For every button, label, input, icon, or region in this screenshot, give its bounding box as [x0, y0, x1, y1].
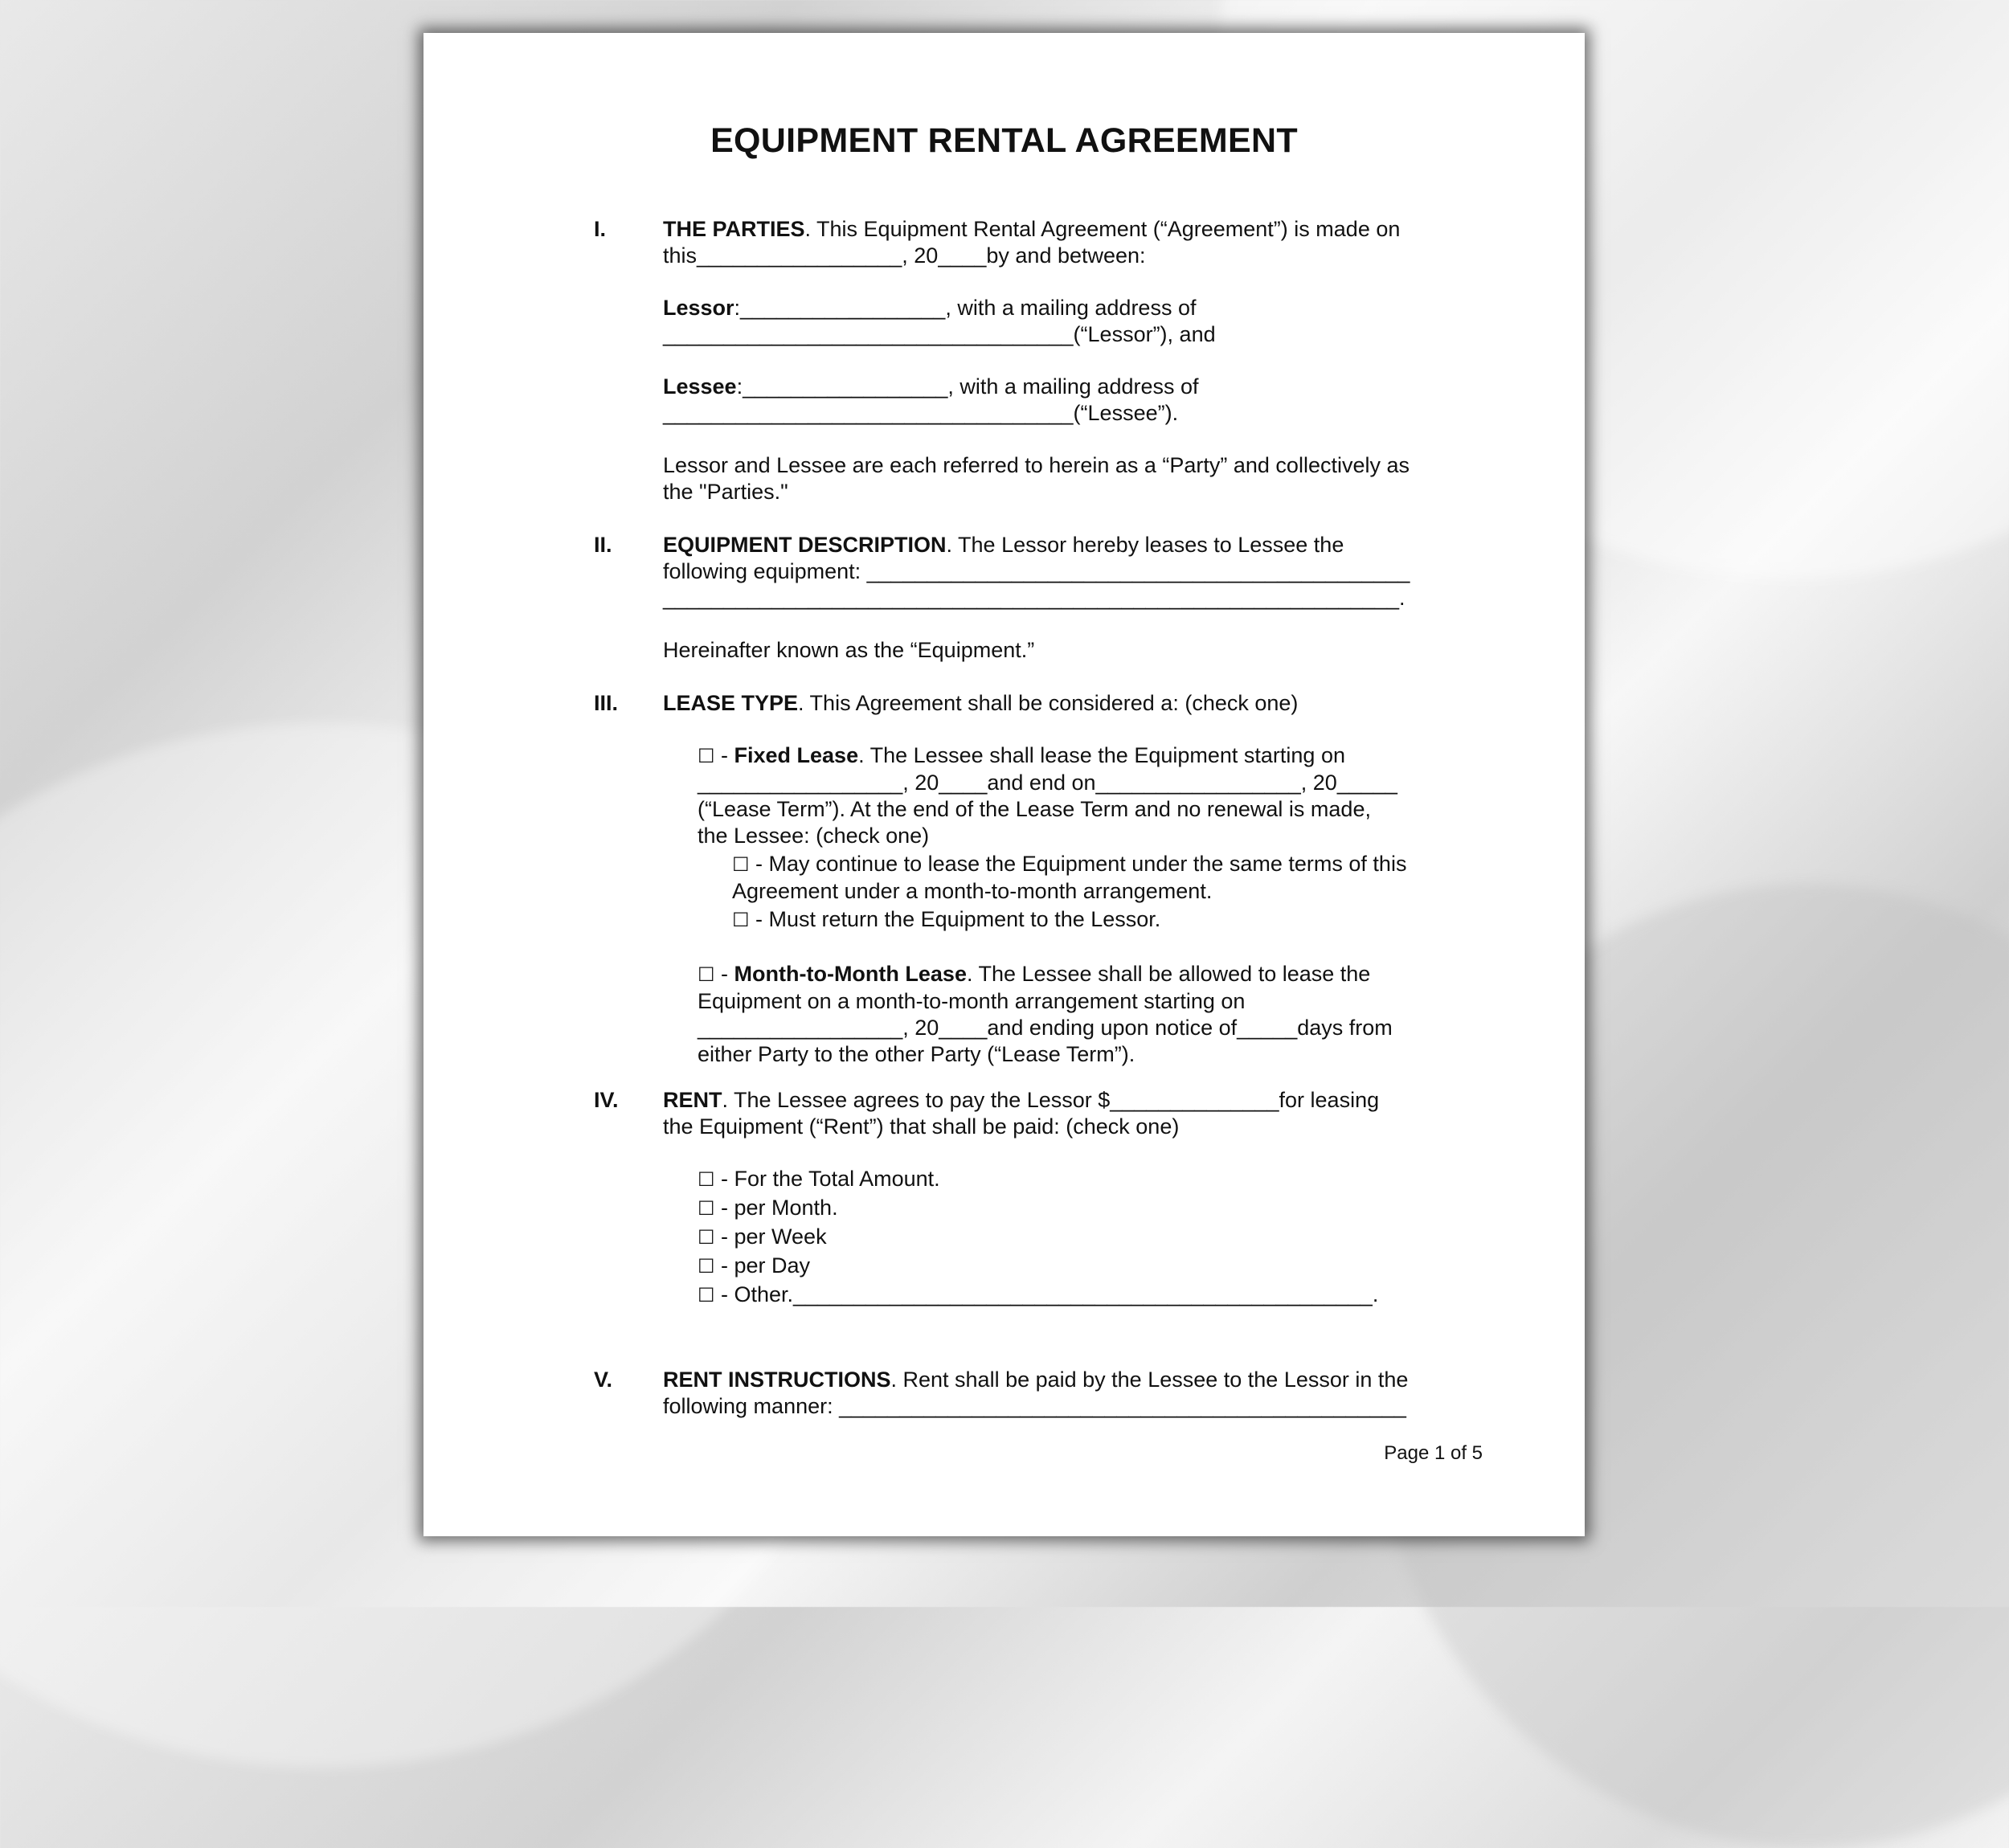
text: following manner: _______________________________________________ [663, 1394, 1406, 1418]
text: :_________________, with a mailing address of [736, 374, 1199, 399]
continue-lease-checkbox[interactable]: ☐ [732, 853, 750, 876]
text: - per Day [714, 1253, 811, 1278]
paragraph [663, 216, 1459, 243]
section-heading: RENT [663, 1088, 722, 1112]
text: . This Agreement shall be considered a: (check one) [798, 691, 1299, 715]
text: - Must return the Equipment to the Lessor. [749, 907, 1161, 931]
rent-option-week [663, 1224, 1459, 1251]
month-to-month-checkbox[interactable]: ☐ [698, 963, 715, 986]
text: following equipment: _____________________________________________ [663, 559, 1410, 583]
section-number: I. [594, 217, 607, 241]
rent-month-checkbox[interactable]: ☐ [698, 1197, 715, 1220]
rent-total-checkbox[interactable]: ☐ [698, 1168, 715, 1191]
text: - May continue to lease the Equipment under the same terms of this [749, 852, 1407, 876]
return-equipment-checkbox[interactable]: ☐ [732, 909, 750, 931]
paragraph [663, 1087, 1459, 1114]
document-title: EQUIPMENT RENTAL AGREEMENT [710, 121, 1298, 160]
text: _________________, 20____and end on_________________, 20_____ [698, 771, 1397, 795]
lessee-line [663, 374, 1459, 400]
renewal-option-return [663, 906, 1459, 934]
text: either Party to the other Party (“Lease Term”). [698, 1042, 1135, 1066]
text: _________________, 20____and ending upon notice of_____days from [698, 1016, 1393, 1040]
text: this_________________, 20____by and between: [663, 243, 1146, 268]
text: __________________________________(“Lessee”). [663, 401, 1179, 425]
text: - [714, 962, 734, 986]
text: the "Parties." [663, 480, 788, 504]
rent-option-total [663, 1166, 1459, 1193]
section-number: V. [594, 1368, 613, 1392]
text: . This Equipment Rental Agreement (“Agreement”) is made on [804, 217, 1401, 241]
text: . The Lessee agrees to pay the Lessor $______________for leasing [722, 1088, 1380, 1112]
text: Agreement under a month-to-month arrangement. [732, 879, 1213, 903]
rent-week-checkbox[interactable]: ☐ [698, 1226, 715, 1249]
text: . Rent shall be paid by the Lessee to the Lessor in the [890, 1368, 1409, 1392]
text: Hereinafter known as the “Equipment.” [663, 638, 1035, 662]
text: - Other.________________________________________________. [714, 1282, 1379, 1306]
lessee-label: Lessee [663, 374, 737, 399]
section-heading: EQUIPMENT DESCRIPTION [663, 533, 947, 557]
text: . The Lessee shall be allowed to lease the [966, 962, 1371, 986]
rent-day-checkbox[interactable]: ☐ [698, 1255, 715, 1278]
text: (“Lease Term”). At the end of the Lease Term and no renewal is made, [698, 797, 1371, 821]
rent-other-checkbox[interactable]: ☐ [698, 1284, 715, 1306]
text: - per Month. [714, 1196, 838, 1220]
rent-option-day [663, 1253, 1459, 1280]
text: - For the Total Amount. [714, 1167, 940, 1191]
rent-option-other [663, 1282, 1459, 1309]
text: - [714, 743, 734, 767]
month-to-month-option [663, 961, 1459, 988]
section-number: III. [594, 691, 619, 715]
rent-option-month [663, 1195, 1459, 1222]
fixed-lease-option [663, 742, 1459, 770]
lessor-line [663, 295, 1459, 321]
section-number: II. [594, 533, 612, 557]
fixed-lease-checkbox[interactable]: ☐ [698, 745, 715, 767]
text: . The Lessee shall lease the Equipment starting on [858, 743, 1345, 767]
section-heading: LEASE TYPE [663, 691, 799, 715]
text: :_________________, with a mailing address of [734, 296, 1197, 320]
document-page [423, 33, 1585, 1536]
month-to-month-label: Month-to-Month Lease [734, 962, 967, 986]
text: _____________________________________________________________. [663, 586, 1405, 610]
section-heading: THE PARTIES [663, 217, 805, 241]
text: __________________________________(“Lessor”), and [663, 322, 1216, 346]
text: the Equipment (“Rent”) that shall be paid: (check one) [663, 1114, 1180, 1139]
text: . The Lessor hereby leases to Lessee the [946, 533, 1344, 557]
text: the Lessee: (check one) [698, 824, 930, 848]
text: Lessor and Lessee are each referred to herein as a “Party” and collectively as [663, 453, 1410, 477]
paragraph [663, 532, 1459, 558]
section-number: IV. [594, 1088, 619, 1112]
fixed-lease-label: Fixed Lease [734, 743, 859, 767]
lessor-label: Lessor [663, 296, 734, 320]
page-number: Page 1 of 5 [1384, 1442, 1483, 1464]
paragraph [663, 690, 1459, 717]
paragraph [663, 1367, 1459, 1393]
text: Equipment on a month-to-month arrangement starting on [698, 989, 1246, 1013]
text: - per Week [714, 1225, 827, 1249]
section-heading: RENT INSTRUCTIONS [663, 1368, 891, 1392]
renewal-option-continue [663, 851, 1459, 878]
